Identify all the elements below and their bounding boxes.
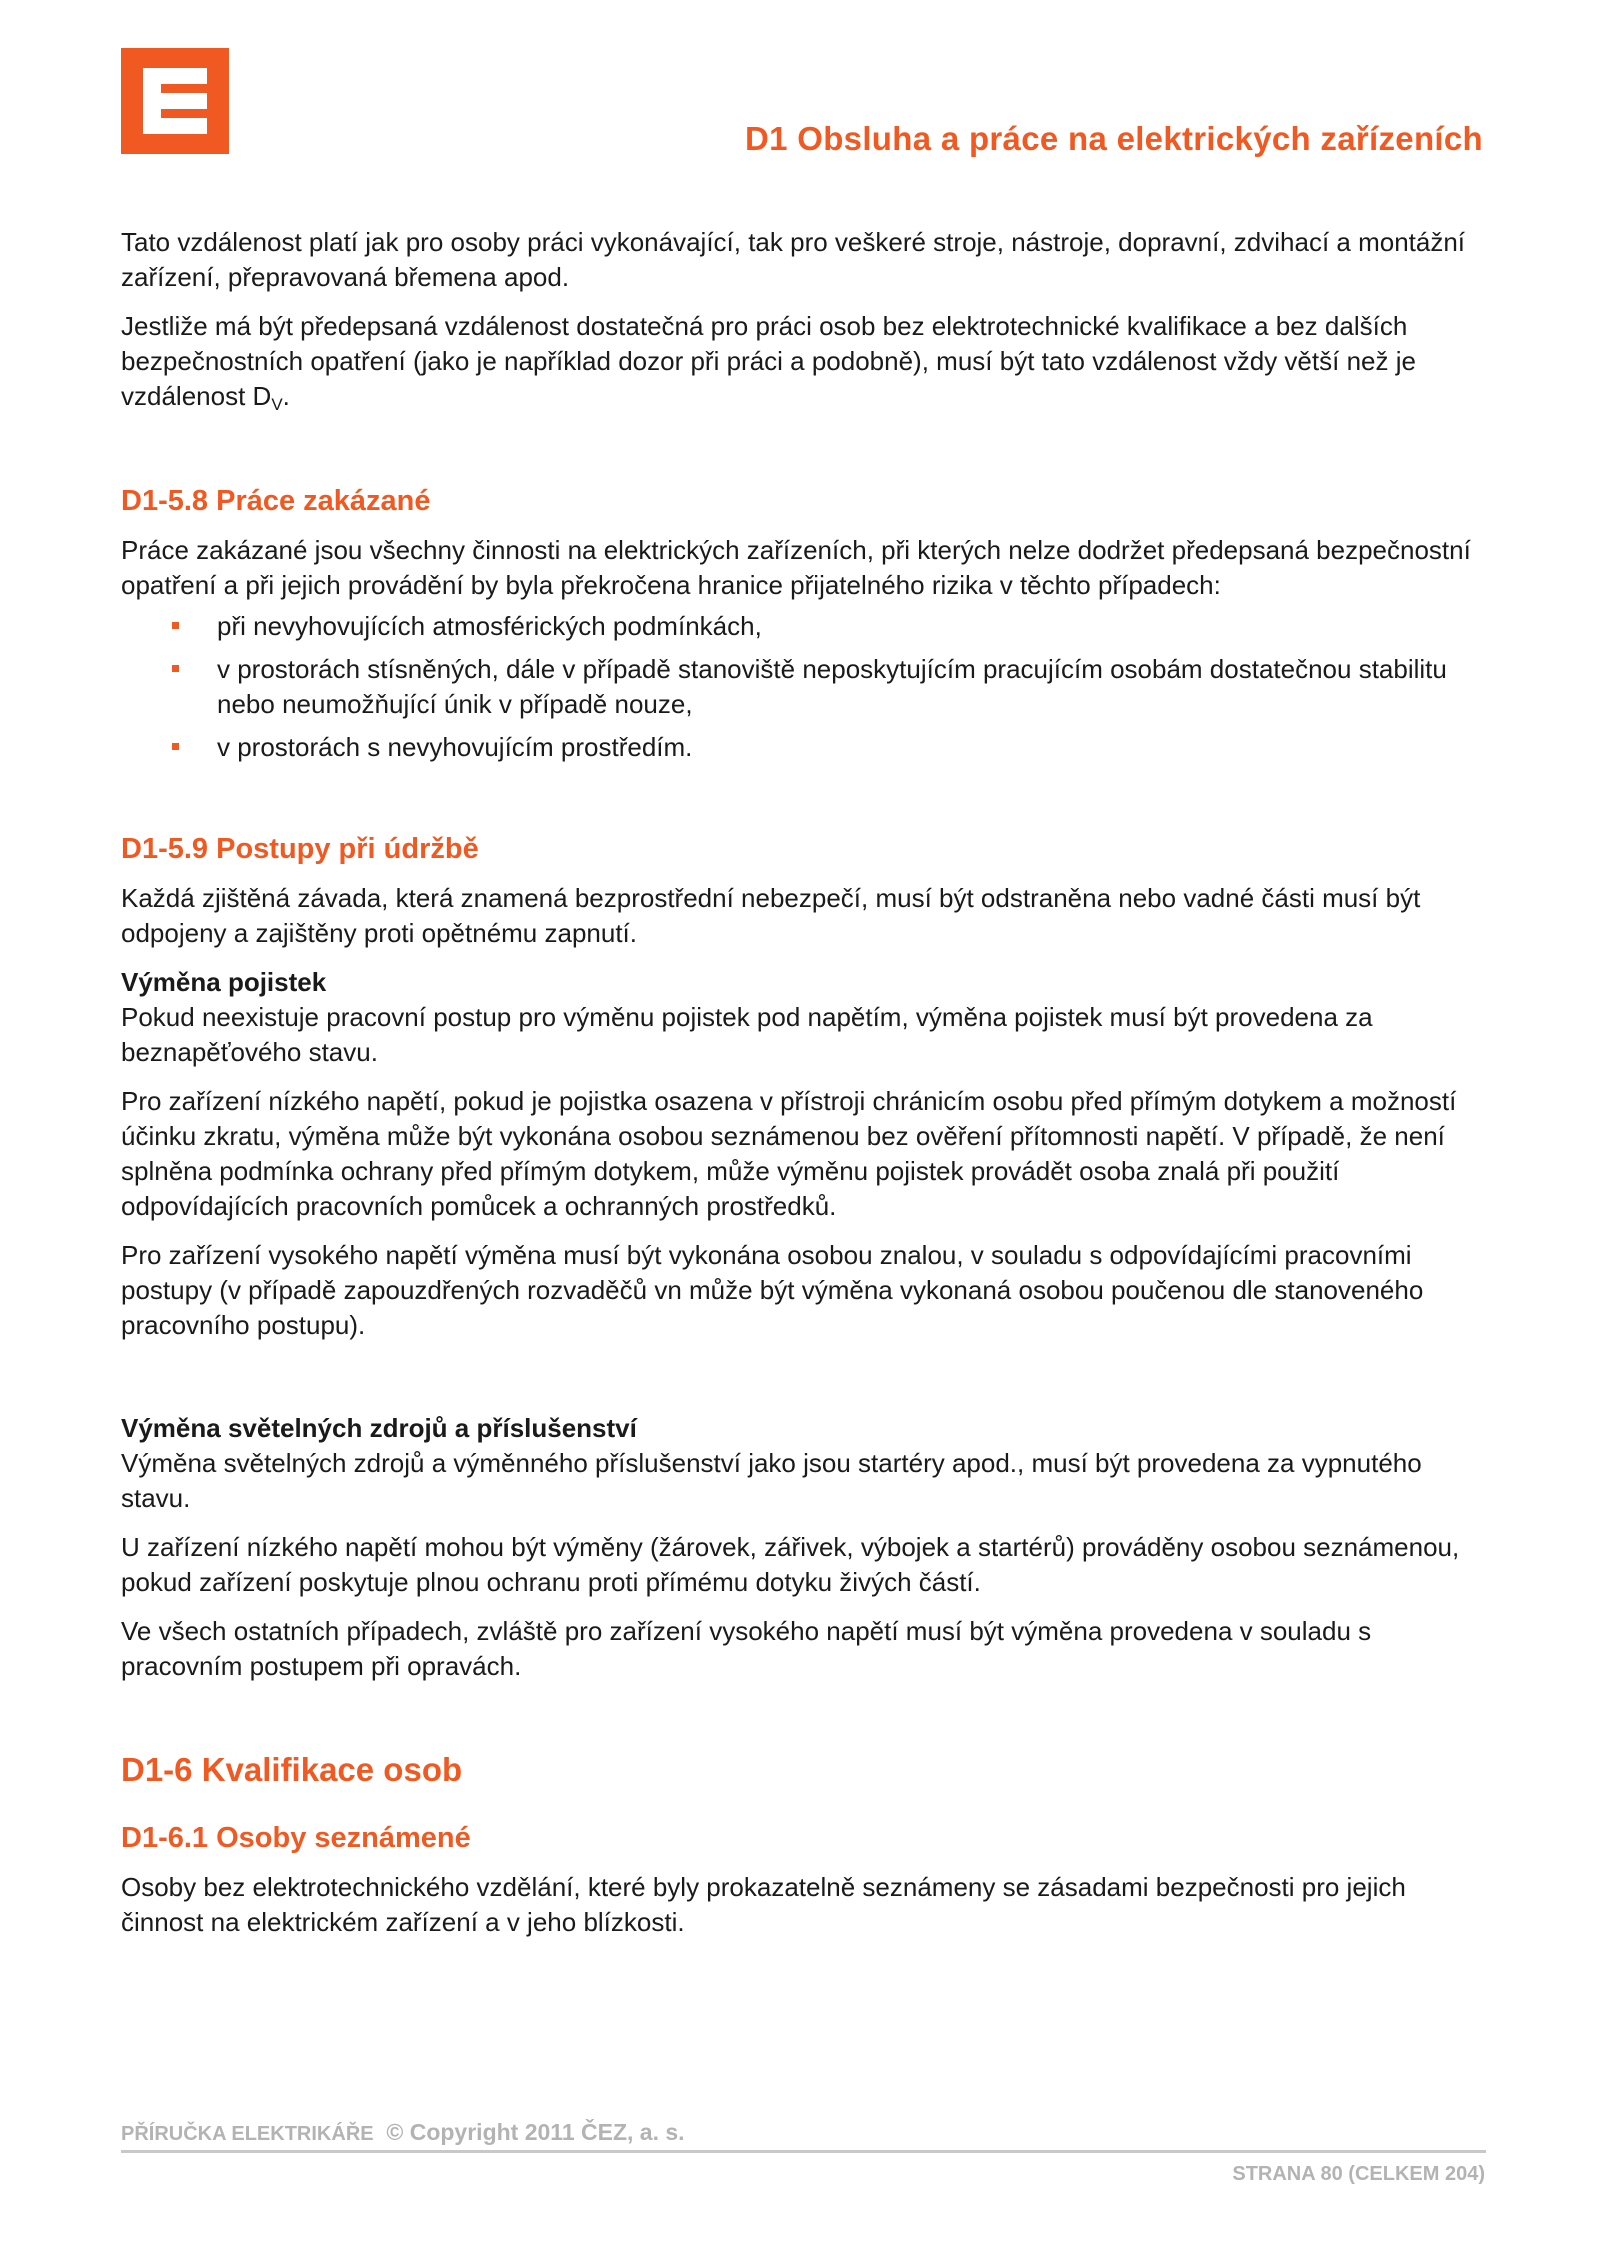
- distance-subscript: V: [271, 395, 283, 414]
- light-paragraph-3: Ve všech ostatních případech, zvláště pro zařízení vysokého napětí musí být výměna provedena v souladu s pracovním postupem při opravách.: [121, 1616, 1372, 1681]
- section-heading-6-1: D1-6.1 Osoby seznámené: [121, 1822, 471, 1854]
- chapter-header: D1 Obsluha a práce na elektrických zařízeních: [745, 120, 1483, 157]
- intro-paragraph-2-text: Jestliže má být předepsaná vzdálenost dostatečná pro práci osob bez elektrotechnické kvalifikace a bez dalších bezpečnostních opatření (jako je například dozor při práci a podobně), musí být tato vzdálenost vždy větší než je vzdálenost D: [121, 311, 1416, 411]
- list-item: při nevyhovujících atmosférických podmínkách,: [217, 609, 1486, 644]
- section-heading-6: D1-6 Kvalifikace osob: [121, 1751, 463, 1788]
- footer-copyright: © Copyright 2011 ČEZ, a. s.: [386, 2119, 685, 2145]
- fuse-paragraph-1: Pokud neexistuje pracovní postup pro výměnu pojistek pod napětím, výměna pojistek musí být provedena za beznapěťového stavu.: [121, 1002, 1373, 1067]
- section-5-8-paragraph: Práce zakázané jsou všechny činnosti na elektrických zařízeních, při kterých nelze dodržet předepsaná bezpečnostní opatření a při jejich provádění by byla překročena hranice přijatelného rizika v těchto případech:: [121, 535, 1471, 600]
- section-6-1-paragraph: Osoby bez elektrotechnického vzdělání, které byly prokazatelně seznámeny se zásadami bezpečnosti pro jejich činnost na elektrickém zařízení a v jeho blízkosti.: [121, 1872, 1406, 1937]
- fuse-paragraph-2: Pro zařízení nízkého napětí, pokud je pojistka osazena v přístroji chránicím osobu před přímým dotykem a možností účinku zkratu, výměna může být vykonána osobou seznámenou bez ověření přítomnosti napětí. V případě, že není splněna podmínka ochrany před přímým dotykem, může výměnu pojistek provádět osoba znalá při použití odpovídajících pracovních pomůcek a ochranných prostředků.: [121, 1086, 1457, 1221]
- section-heading-5-8: D1-5.8 Práce zakázané: [121, 485, 431, 517]
- footer-publication: [121, 2119, 685, 2146]
- cez-logo: [121, 48, 229, 154]
- intro-paragraph-2-end: .: [282, 381, 290, 411]
- subheading-light-replacement: Výměna světelných zdrojů a příslušenství: [121, 1413, 637, 1443]
- light-paragraph-1: Výměna světelných zdrojů a výměnného příslušenství jako jsou startéry apod., musí být provedena za vypnutého stavu.: [121, 1448, 1422, 1513]
- section-heading-5-9: D1-5.9 Postupy při údržbě: [121, 833, 479, 865]
- subheading-fuse-replacement: Výměna pojistek: [121, 967, 327, 997]
- forbidden-work-list: [121, 609, 1486, 765]
- page-number: STRANA 80 (CELKEM 204): [1232, 2163, 1485, 2185]
- light-paragraph-2: U zařízení nízkého napětí mohou být výměny (žárovek, zářivek, výbojek a startérů) prováděny osobou seznámenou, pokud zařízení poskytuje plnou ochranu proti přímému dotyku živých částí.: [121, 1532, 1460, 1597]
- list-item: v prostorách s nevyhovujícím prostředím.: [217, 730, 1486, 765]
- intro-paragraph-2: [121, 309, 1486, 417]
- intro-paragraph-1: Tato vzdálenost platí jak pro osoby práci vykonávající, tak pro veškeré stroje, nástroje, dopravní, zdvihací a montážní zařízení, přepravovaná břemena apod.: [121, 227, 1466, 292]
- footer-divider: [121, 2150, 1486, 2153]
- page-content: [121, 225, 1486, 1954]
- list-item: v prostorách stísněných, dále v případě stanoviště neposkytujícím pracujícím osobám dostatečnou stabilitu nebo neumožňující únik v případě nouze,: [217, 652, 1486, 722]
- fuse-paragraph-3: Pro zařízení vysokého napětí výměna musí být vykonána osobou znalou, v souladu s odpovídajícími pracovními postupy (v případě zapouzdřených rozvaděčů vn může být výměna vykonaná osobou poučenou dle stanoveného pracovního postupu).: [121, 1240, 1424, 1340]
- section-5-9-paragraph: Každá zjištěná závada, která znamená bezprostřední nebezpečí, musí být odstraněna nebo vadné části musí být odpojeny a zajištěny proti opětnému zapnutí.: [121, 883, 1421, 948]
- footer-title: PŘÍRUČKA ELEKTRIKÁŘE: [121, 2123, 374, 2145]
